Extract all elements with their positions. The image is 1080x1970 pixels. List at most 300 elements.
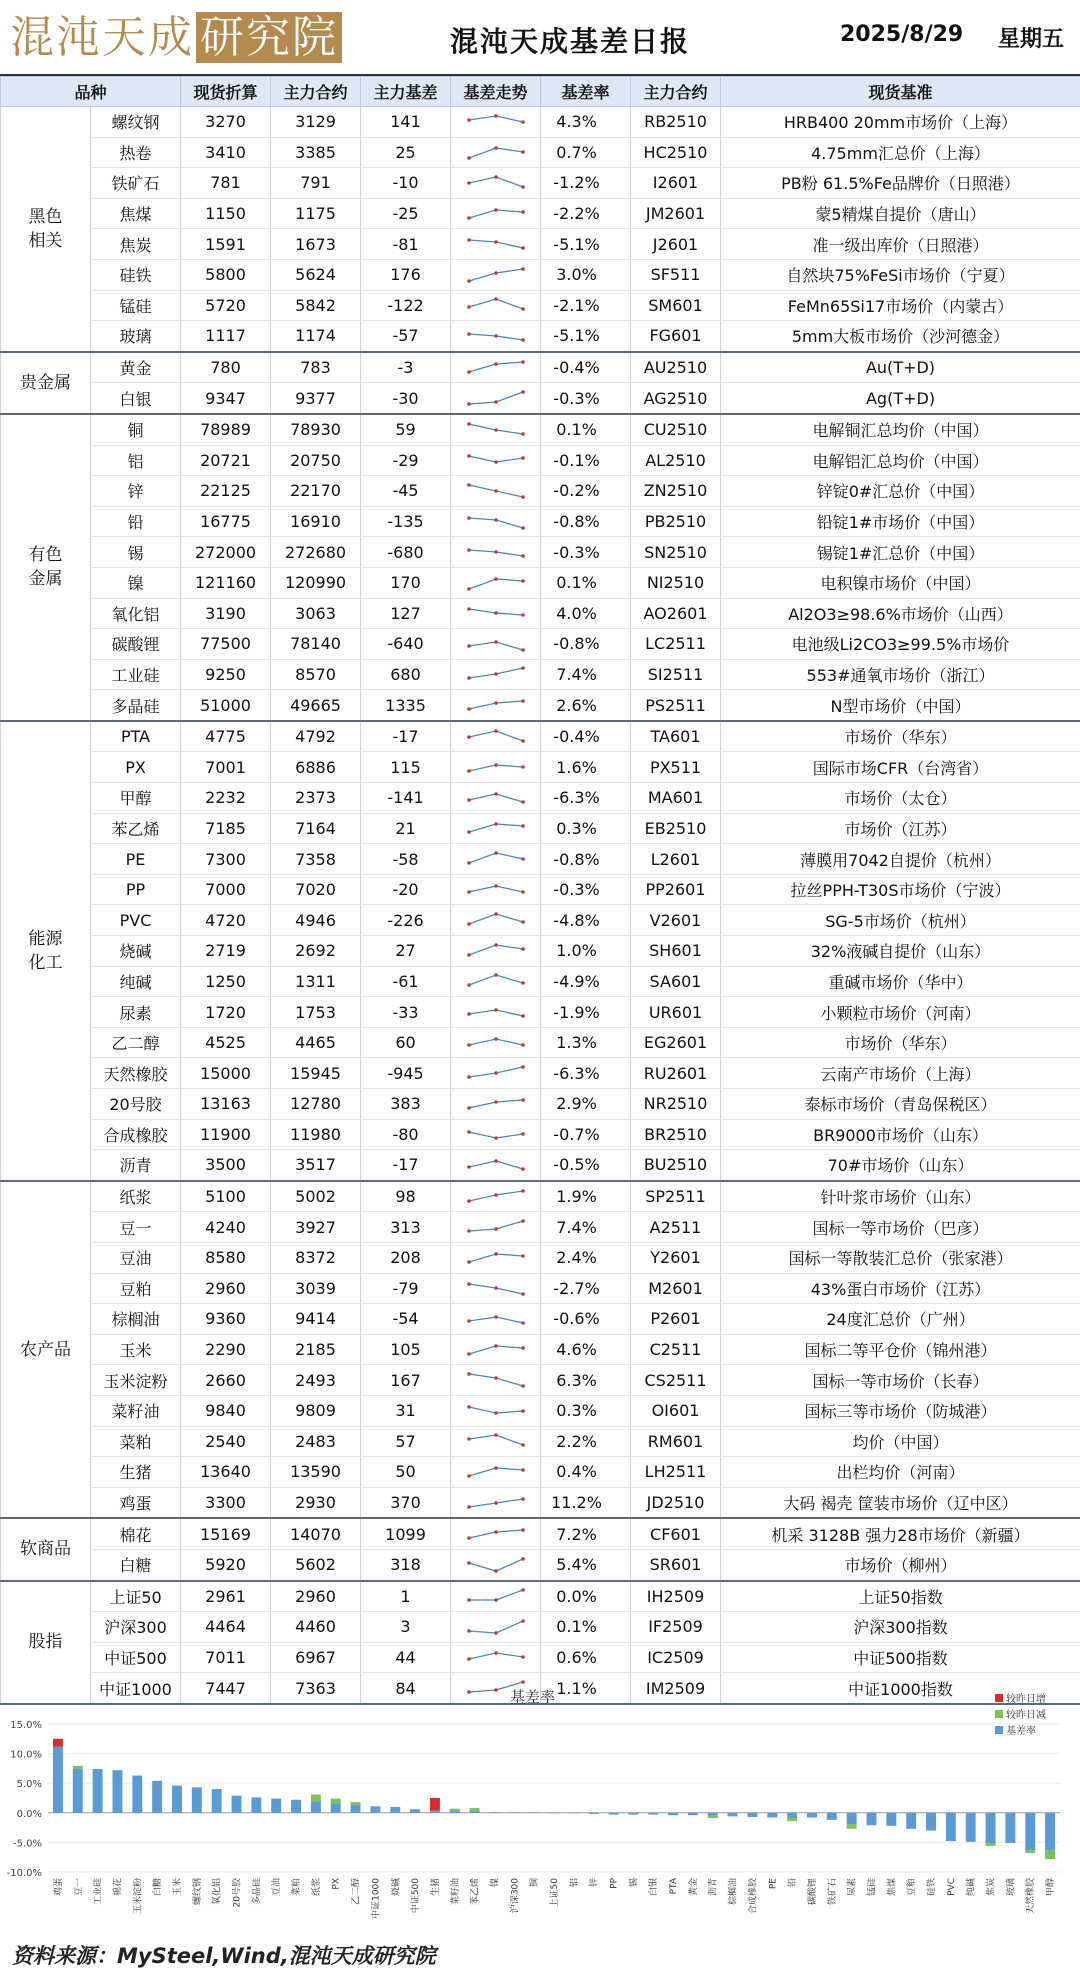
bar-rate — [53, 1746, 63, 1812]
futures-cell: 2483 — [271, 1426, 361, 1457]
trend-point — [467, 735, 471, 739]
bar-rate — [589, 1813, 599, 1814]
bar-rate — [172, 1786, 182, 1813]
x-tick-label: PVC — [947, 1878, 957, 1896]
trend-sparkline — [461, 110, 531, 134]
x-tick-label: 纸浆 — [310, 1878, 322, 1896]
basis-cell: 105 — [361, 1334, 451, 1365]
spot-cell: 780 — [181, 352, 271, 383]
spot-cell: 15169 — [181, 1518, 271, 1549]
variety-cell: PVC — [91, 905, 181, 936]
table-row — [1, 997, 1080, 1028]
trend-sparkline — [461, 939, 531, 963]
benchmark-cell: 针叶浆市场价（山东） — [721, 1181, 1080, 1212]
trend-cell — [451, 1089, 541, 1120]
contract-cell: PS2511 — [631, 690, 721, 721]
benchmark-cell: 国标一等市场价（长春） — [721, 1365, 1080, 1396]
spot-cell: 121160 — [181, 567, 271, 598]
table-row — [1, 414, 1080, 445]
trend-point — [521, 390, 525, 394]
futures-cell: 49665 — [271, 690, 361, 721]
trend-point — [467, 1438, 471, 1442]
trend-cell — [451, 844, 541, 875]
source-footnote: 资料来源：MySteel,Wind,混沌天成研究院 — [12, 1940, 436, 1970]
y-tick-label: -5.0% — [13, 1838, 42, 1849]
contract-cell: L2601 — [631, 844, 721, 875]
trend-sparkline — [461, 693, 531, 717]
table-row — [1, 752, 1080, 783]
rate-cell: -0.7% — [541, 1119, 631, 1150]
futures-cell: 3385 — [271, 137, 361, 168]
basis-cell: 141 — [361, 107, 451, 138]
contract-cell: PX511 — [631, 752, 721, 783]
trend-cell — [451, 1334, 541, 1365]
trend-point — [521, 432, 525, 436]
trend-point — [494, 1071, 498, 1075]
bar-rate — [787, 1813, 797, 1818]
contract-cell: JD2510 — [631, 1487, 721, 1518]
trend-point — [494, 792, 498, 796]
benchmark-cell: 重碱市场价（华中） — [721, 966, 1080, 997]
trend-cell — [451, 476, 541, 507]
trend-cell — [451, 1242, 541, 1273]
trend-point — [494, 974, 498, 978]
trend-point — [467, 1229, 471, 1233]
trend-point — [521, 1444, 525, 1448]
benchmark-cell: 国标一等散装汇总价（张家港） — [721, 1242, 1080, 1273]
trend-cell — [451, 629, 541, 660]
variety-cell: 铜 — [91, 414, 181, 445]
rate-cell: -0.1% — [541, 445, 631, 476]
trend-point — [467, 607, 471, 611]
basis-table — [0, 76, 1080, 1705]
futures-cell: 78140 — [271, 629, 361, 660]
rate-cell: -0.3% — [541, 874, 631, 905]
contract-cell: Y2601 — [631, 1242, 721, 1273]
bar-rate — [648, 1813, 658, 1815]
trend-cell — [451, 168, 541, 199]
trend-cell — [451, 321, 541, 352]
spot-cell: 5920 — [181, 1549, 271, 1580]
x-tick-label: 硅铁 — [925, 1878, 937, 1896]
rate-cell: -2.7% — [541, 1273, 631, 1304]
trend-sparkline — [461, 1122, 531, 1146]
trend-point — [494, 640, 498, 644]
trend-cell — [451, 1581, 541, 1612]
basis-cell: -17 — [361, 1150, 451, 1181]
rate-cell: 6.3% — [541, 1365, 631, 1396]
x-tick-label: 豆一 — [73, 1878, 84, 1896]
trend-point — [467, 953, 471, 957]
trend-point — [467, 402, 471, 406]
basis-cell: -640 — [361, 629, 451, 660]
spot-cell: 8580 — [181, 1242, 271, 1273]
bar-increase — [53, 1739, 63, 1747]
trend-point — [494, 1344, 498, 1348]
benchmark-cell: 出栏均价（河南） — [721, 1457, 1080, 1488]
basis-cell: 370 — [361, 1487, 451, 1518]
trend-point — [494, 1137, 498, 1141]
trend-cell — [451, 874, 541, 905]
trend-cell — [451, 783, 541, 814]
trend-point — [521, 800, 525, 804]
contract-cell: EB2510 — [631, 813, 721, 844]
trend-sparkline — [461, 479, 531, 503]
variety-cell: 苯乙烯 — [91, 813, 181, 844]
table-row — [1, 1612, 1080, 1643]
trend-point — [467, 1165, 471, 1169]
table-row — [1, 1487, 1080, 1518]
table-row — [1, 290, 1080, 321]
bar-rate — [73, 1769, 83, 1813]
col-header-variety: 品种 — [1, 77, 181, 107]
bar-rate — [827, 1813, 837, 1820]
variety-cell: 甲醇 — [91, 783, 181, 814]
basis-cell: -54 — [361, 1304, 451, 1335]
x-tick-label: 螺纹钢 — [191, 1878, 203, 1905]
table-row — [1, 1549, 1080, 1580]
trend-point — [467, 922, 471, 926]
trend-sparkline — [461, 1338, 531, 1362]
bar-rate — [192, 1787, 202, 1812]
x-tick-label: 镍 — [488, 1878, 500, 1887]
bar-rate — [291, 1800, 301, 1813]
contract-cell: NR2510 — [631, 1089, 721, 1120]
trend-sparkline — [461, 418, 531, 442]
category-cell: 软商品 — [1, 1518, 91, 1580]
rate-cell: 7.2% — [541, 1518, 631, 1549]
trend-point — [494, 400, 498, 404]
spot-cell: 78989 — [181, 414, 271, 445]
basis-cell: 25 — [361, 137, 451, 168]
bar-rate — [1045, 1813, 1055, 1850]
bar-rate — [529, 1812, 539, 1813]
benchmark-cell: 市场价（江苏） — [721, 813, 1080, 844]
table-row — [1, 1426, 1080, 1457]
basis-cell: -17 — [361, 721, 451, 752]
futures-cell: 16910 — [271, 506, 361, 537]
benchmark-cell: 蒙5精煤自提价（唐山） — [721, 198, 1080, 229]
spot-cell: 7447 — [181, 1673, 271, 1704]
trend-cell — [451, 1457, 541, 1488]
chart-legend — [995, 1692, 1046, 1740]
bar-decrease — [986, 1843, 996, 1846]
trend-point — [494, 1193, 498, 1197]
x-tick-label: 中证1000 — [369, 1878, 381, 1919]
trend-point — [467, 1561, 471, 1565]
trend-point — [521, 982, 525, 986]
trend-point — [467, 1319, 471, 1323]
futures-cell: 9809 — [271, 1395, 361, 1426]
trend-point — [494, 577, 498, 581]
trend-cell — [451, 1426, 541, 1457]
x-tick-label: 豆粕 — [905, 1878, 917, 1896]
table-row — [1, 352, 1080, 383]
trend-point — [467, 1372, 471, 1376]
rate-cell: 0.1% — [541, 414, 631, 445]
futures-cell: 7164 — [271, 813, 361, 844]
trend-sparkline — [461, 816, 531, 840]
contract-cell: TA601 — [631, 721, 721, 752]
x-tick-label: 20号胶 — [231, 1877, 243, 1907]
spot-cell: 1720 — [181, 997, 271, 1028]
rate-cell: -1.2% — [541, 168, 631, 199]
rate-cell: 0.0% — [541, 1581, 631, 1612]
basis-cell: 208 — [361, 1242, 451, 1273]
trend-cell — [451, 690, 541, 721]
trend-point — [494, 673, 498, 677]
futures-cell: 9414 — [271, 1304, 361, 1335]
basis-cell: 27 — [361, 936, 451, 967]
table-row — [1, 905, 1080, 936]
trend-point — [467, 677, 471, 681]
bar-rate — [569, 1813, 579, 1814]
variety-cell: 合成橡胶 — [91, 1119, 181, 1150]
trend-point — [494, 1159, 498, 1163]
futures-cell: 5624 — [271, 259, 361, 290]
benchmark-cell: 70#市场价（山东） — [721, 1150, 1080, 1181]
contract-cell: SR601 — [631, 1549, 721, 1580]
rate-cell: -2.1% — [541, 290, 631, 321]
bar-rate — [867, 1813, 877, 1825]
trend-sparkline — [461, 878, 531, 902]
variety-cell: 铁矿石 — [91, 168, 181, 199]
bar-rate — [232, 1796, 242, 1813]
trend-point — [521, 210, 525, 214]
table-row — [1, 445, 1080, 476]
bar-rate — [886, 1813, 896, 1826]
bar-rate — [450, 1811, 460, 1813]
benchmark-cell: 小颗粒市场价（河南） — [721, 997, 1080, 1028]
spot-cell: 20721 — [181, 445, 271, 476]
contract-cell: RM601 — [631, 1426, 721, 1457]
bar-rate — [390, 1807, 400, 1813]
futures-cell: 8372 — [271, 1242, 361, 1273]
trend-point — [494, 1434, 498, 1438]
trend-sparkline — [461, 1000, 531, 1024]
trend-sparkline — [461, 1615, 531, 1639]
variety-cell: 烧碱 — [91, 936, 181, 967]
trend-point — [494, 912, 498, 916]
futures-cell: 6886 — [271, 752, 361, 783]
futures-cell: 1311 — [271, 966, 361, 997]
basis-cell: -3 — [361, 352, 451, 383]
trend-point — [467, 1474, 471, 1478]
spot-cell: 16775 — [181, 506, 271, 537]
benchmark-cell: 国标三等市场价（防城港） — [721, 1395, 1080, 1426]
basis-cell: -226 — [361, 905, 451, 936]
bar-rate — [370, 1806, 380, 1813]
futures-cell: 5602 — [271, 1549, 361, 1580]
trend-sparkline — [461, 324, 531, 348]
rate-cell: 7.4% — [541, 1212, 631, 1243]
variety-cell: 碳酸锂 — [91, 629, 181, 660]
trend-sparkline — [461, 540, 531, 564]
category-cell: 黑色 相关 — [1, 107, 91, 352]
variety-cell: 锰硅 — [91, 290, 181, 321]
rate-cell: 3.0% — [541, 259, 631, 290]
bar-rate — [609, 1813, 619, 1815]
benchmark-cell: 市场价（华东） — [721, 721, 1080, 752]
category-cell: 农产品 — [1, 1181, 91, 1519]
futures-cell: 14070 — [271, 1518, 361, 1549]
trend-point — [494, 1411, 498, 1415]
trend-cell — [451, 445, 541, 476]
spot-cell: 7011 — [181, 1642, 271, 1673]
futures-cell: 6967 — [271, 1642, 361, 1673]
basis-cell: -30 — [361, 383, 451, 414]
trend-point — [521, 554, 525, 558]
contract-cell: RU2601 — [631, 1058, 721, 1089]
variety-cell: 硅铁 — [91, 259, 181, 290]
trend-point — [494, 701, 498, 705]
basis-cell: 313 — [361, 1212, 451, 1243]
trend-point — [494, 851, 498, 855]
trend-cell — [451, 997, 541, 1028]
benchmark-cell: 大码 褐壳 筐装市场价（辽中区） — [721, 1487, 1080, 1518]
trend-point — [494, 1315, 498, 1319]
spot-cell: 2660 — [181, 1365, 271, 1396]
spot-cell: 2960 — [181, 1273, 271, 1304]
bar-rate — [946, 1813, 956, 1841]
trend-point — [494, 114, 498, 118]
variety-cell: 尿素 — [91, 997, 181, 1028]
trend-line — [469, 269, 523, 281]
trend-point — [521, 1409, 525, 1413]
table-row — [1, 783, 1080, 814]
benchmark-cell: BR9000市场价（山东） — [721, 1119, 1080, 1150]
trend-point — [494, 1631, 498, 1635]
variety-cell: 沪深300 — [91, 1612, 181, 1643]
trend-point — [521, 308, 525, 312]
trend-sparkline — [461, 571, 531, 595]
spot-cell: 77500 — [181, 629, 271, 660]
x-tick-label: 菜粕 — [290, 1878, 302, 1896]
contract-cell: RB2510 — [631, 107, 721, 138]
contract-cell: CU2510 — [631, 414, 721, 445]
contract-cell: UR601 — [631, 997, 721, 1028]
contract-cell: A2511 — [631, 1212, 721, 1243]
table-row — [1, 259, 1080, 290]
trend-point — [494, 550, 498, 554]
x-tick-label: 生猪 — [429, 1878, 441, 1896]
bar-rate — [212, 1789, 222, 1813]
bar-decrease — [351, 1802, 361, 1805]
basis-cell: 98 — [361, 1181, 451, 1212]
trend-cell — [451, 905, 541, 936]
trend-point — [521, 526, 525, 530]
legend-item-decrease: 较昨日减 — [995, 1708, 1046, 1724]
basis-cell: -945 — [361, 1058, 451, 1089]
x-tick-label: 鸡蛋 — [52, 1878, 64, 1896]
contract-cell: LH2511 — [631, 1457, 721, 1488]
x-tick-label: 烧碱 — [389, 1878, 401, 1896]
contract-cell: V2601 — [631, 905, 721, 936]
x-tick-label: 锰硅 — [865, 1878, 877, 1896]
x-tick-label: 棕榈油 — [727, 1878, 739, 1905]
bar-rate — [470, 1811, 480, 1813]
category-cell: 股指 — [1, 1581, 91, 1704]
category-cell: 贵金属 — [1, 352, 91, 414]
trend-point — [521, 1528, 525, 1532]
spot-cell: 9840 — [181, 1395, 271, 1426]
trend-point — [467, 1352, 471, 1356]
benchmark-cell: PB粉 61.5%Fe品牌价（日照港） — [721, 168, 1080, 199]
bar-rate — [628, 1813, 638, 1815]
y-tick-label: 0.0% — [17, 1809, 42, 1820]
table-row — [1, 629, 1080, 660]
basis-cell: -680 — [361, 537, 451, 568]
rate-cell: 0.7% — [541, 137, 631, 168]
trend-point — [494, 334, 498, 338]
rate-cell: 0.1% — [541, 567, 631, 598]
bar-rate — [251, 1797, 261, 1812]
rate-cell: 2.6% — [541, 690, 631, 721]
trend-cell — [451, 259, 541, 290]
basis-cell: 31 — [361, 1395, 451, 1426]
table-row — [1, 1242, 1080, 1273]
futures-cell: 2373 — [271, 783, 361, 814]
futures-cell: 20750 — [271, 445, 361, 476]
table-row — [1, 1027, 1080, 1058]
contract-cell: BR2510 — [631, 1119, 721, 1150]
spot-cell: 1150 — [181, 198, 271, 229]
variety-cell: 黄金 — [91, 352, 181, 383]
benchmark-cell: 电解铝汇总均价（中国） — [721, 445, 1080, 476]
trend-point — [467, 238, 471, 242]
variety-cell: 螺纹钢 — [91, 107, 181, 138]
trend-point — [521, 1167, 525, 1171]
rate-cell: -0.6% — [541, 1304, 631, 1335]
rate-cell: -0.8% — [541, 629, 631, 660]
report-date: 2025/8/29 — [840, 22, 963, 47]
table-row — [1, 506, 1080, 537]
variety-cell: 中证1000 — [91, 1673, 181, 1704]
bar-increase — [430, 1798, 440, 1810]
basis-cell: -141 — [361, 783, 451, 814]
x-tick-label: 玉米淀粉 — [131, 1878, 143, 1914]
table-row — [1, 321, 1080, 352]
trend-point — [467, 455, 471, 459]
trend-cell — [451, 813, 541, 844]
rate-cell: 4.0% — [541, 598, 631, 629]
trend-sparkline — [461, 908, 531, 932]
trend-point — [521, 457, 525, 461]
trend-sparkline — [461, 755, 531, 779]
x-tick-label: 焦炭 — [985, 1878, 997, 1896]
spot-cell: 9250 — [181, 659, 271, 690]
trend-sparkline — [461, 1031, 531, 1055]
trend-point — [521, 1014, 525, 1018]
rate-cell: 2.9% — [541, 1089, 631, 1120]
trend-point — [521, 1468, 525, 1472]
spot-cell: 3270 — [181, 107, 271, 138]
trend-point — [521, 185, 525, 189]
trend-point — [467, 370, 471, 374]
benchmark-cell: 国际市场CFR（台湾省） — [721, 752, 1080, 783]
trend-point — [521, 1219, 525, 1223]
spot-cell: 2290 — [181, 1334, 271, 1365]
futures-cell: 7020 — [271, 874, 361, 905]
table-row — [1, 936, 1080, 967]
futures-cell: 7363 — [271, 1673, 361, 1704]
futures-cell: 4465 — [271, 1027, 361, 1058]
trend-sparkline — [461, 1460, 531, 1484]
basis-cell: 383 — [361, 1089, 451, 1120]
trend-cell — [451, 936, 541, 967]
trend-sparkline — [461, 386, 531, 410]
contract-cell: IH2509 — [631, 1581, 721, 1612]
